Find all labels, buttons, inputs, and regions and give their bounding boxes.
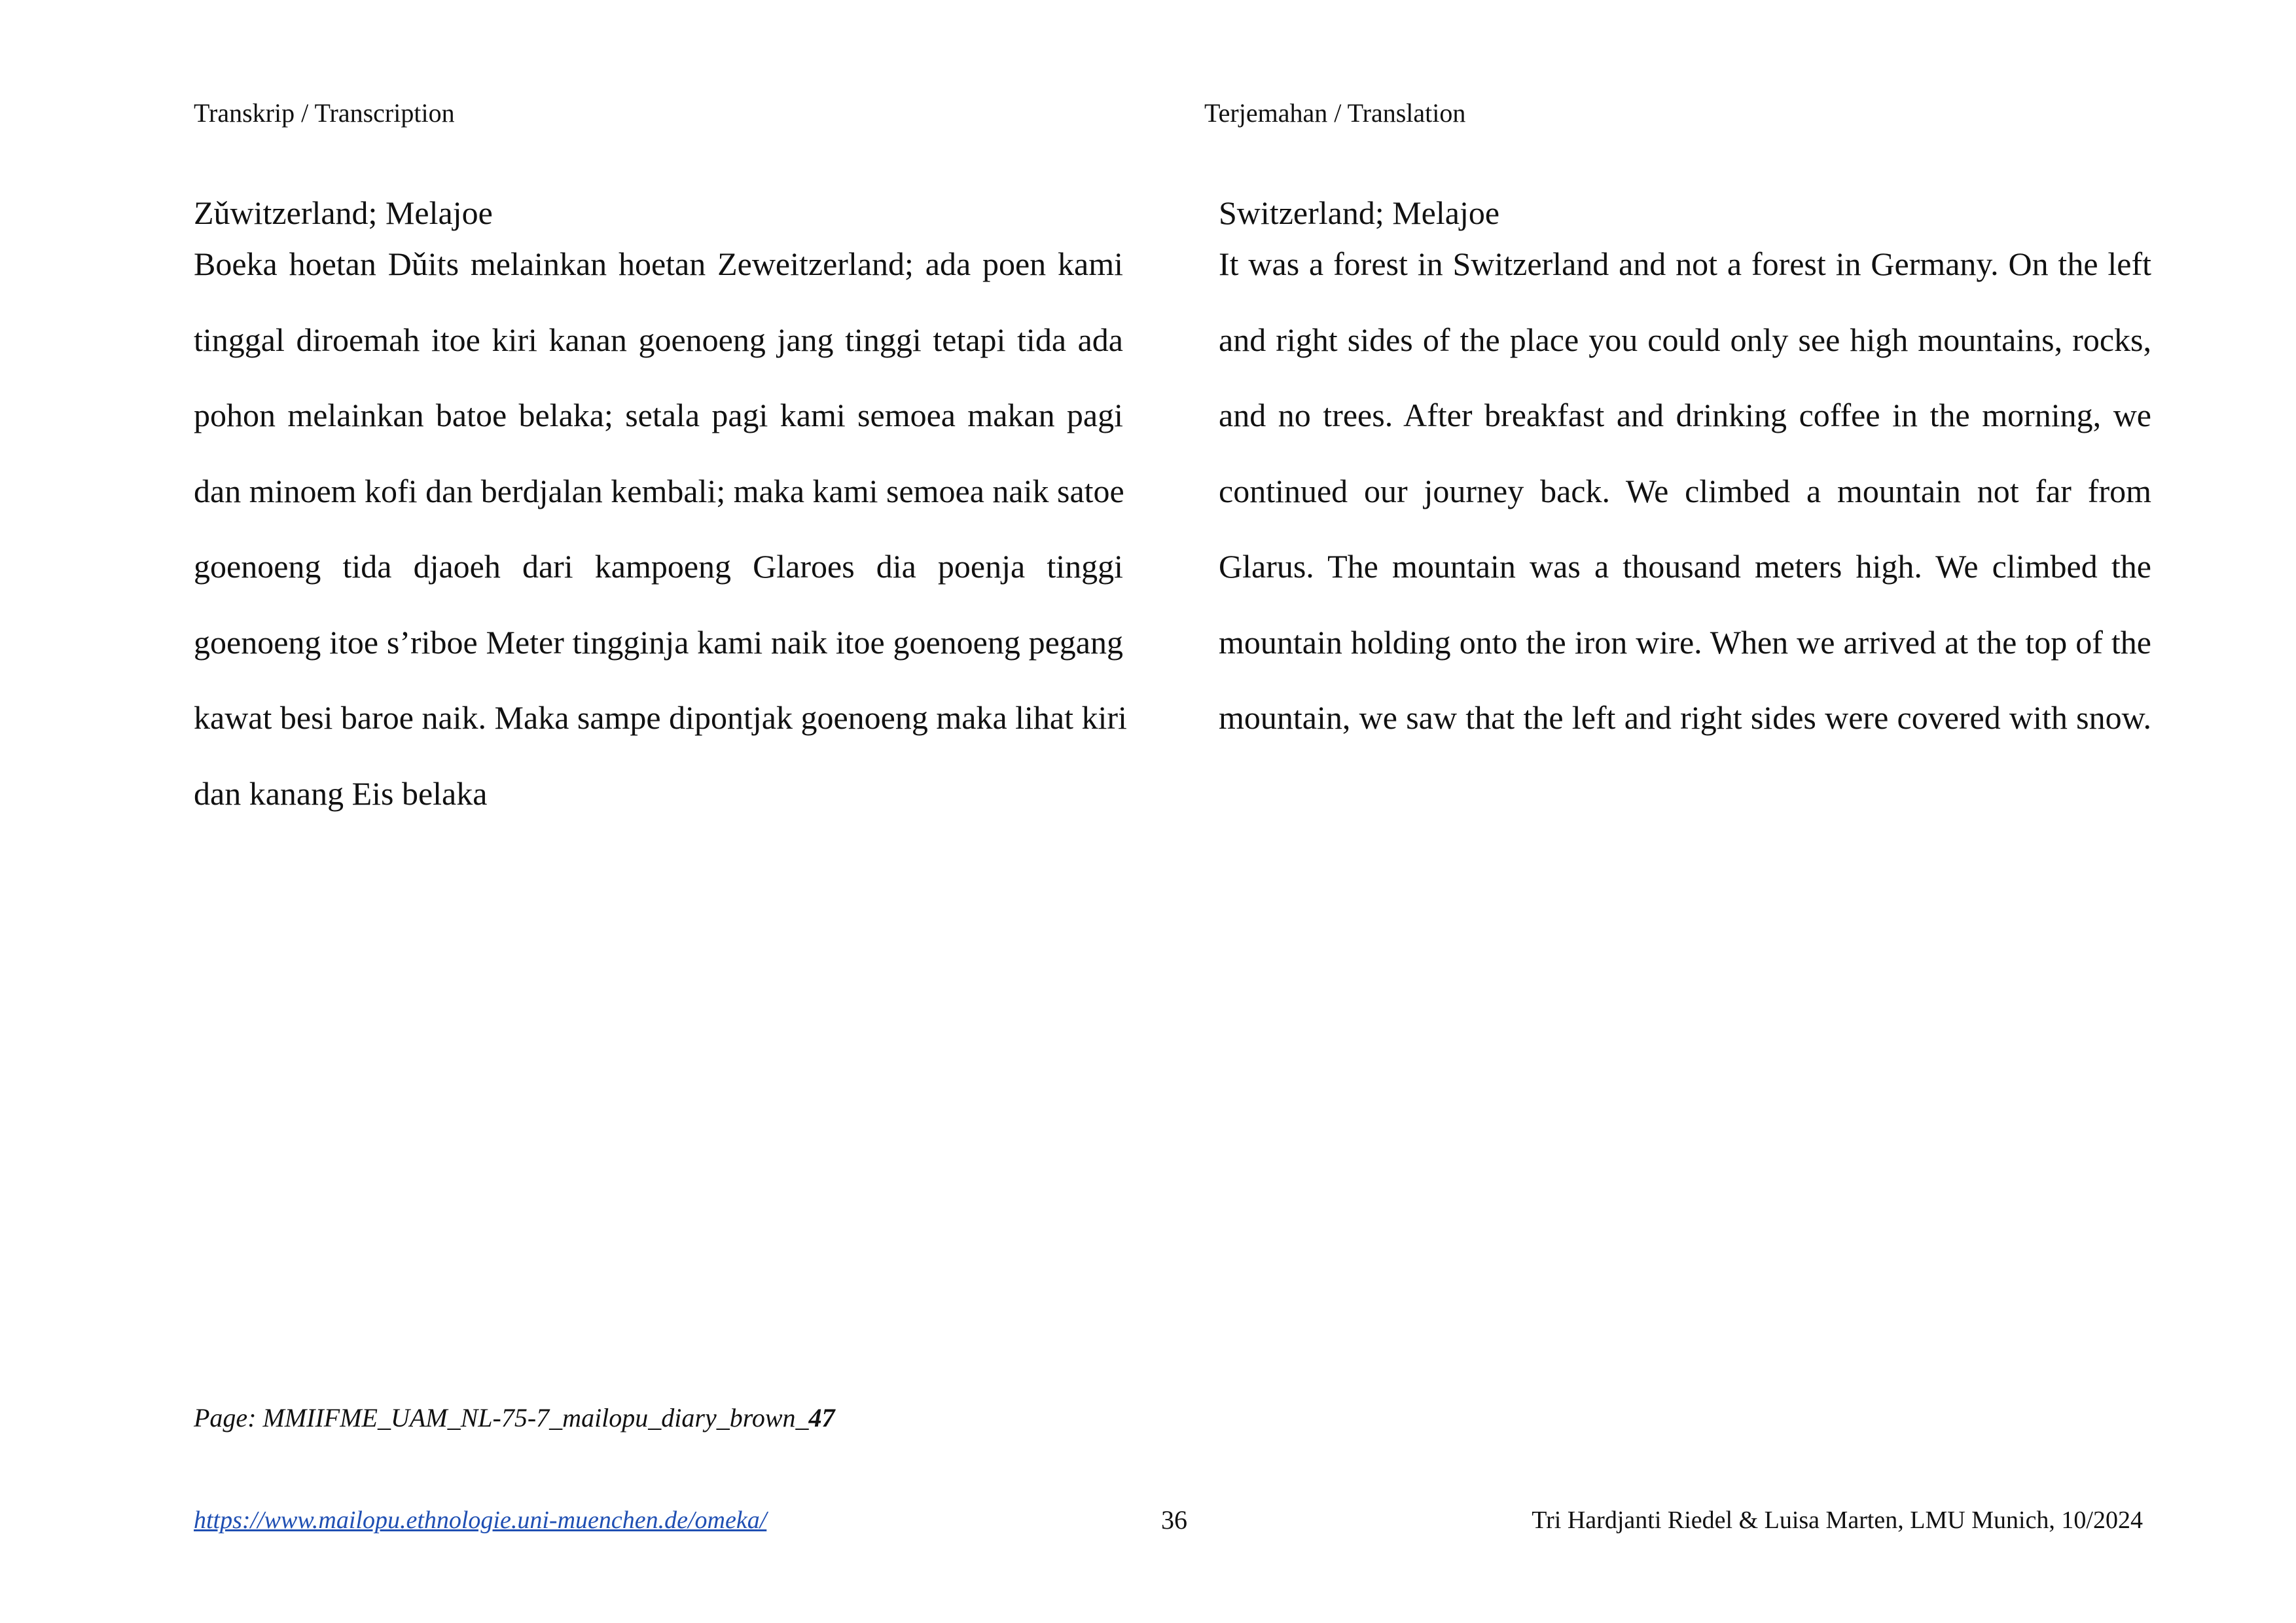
transcription-line: goenoeng itoe s’riboe Meter tingginja kami naik itoe goenoeng pegang	[194, 623, 1123, 661]
footer-credit: Tri Hardjanti Riedel & Luisa Marten, LMU Munich, 10/2024	[1532, 1506, 2143, 1534]
transcription-line: goenoeng tida djaoeh dari kampoeng Glaroes dia poenja tinggi	[194, 548, 1123, 585]
translation-line: mountain holding onto the iron wire. When we arrived at the top of the	[1219, 623, 2151, 661]
translation-column	[1219, 190, 2151, 756]
translation-header: Terjemahan / Translation	[1204, 98, 1466, 128]
transcription-line: pohon melainkan batoe belaka; setala pagi kami semoea makan pagi	[194, 397, 1123, 433]
transcription-line: Boeka hoetan Dǔits melainkan hoetan Zeweitzerland; ada poen kami	[194, 246, 1123, 282]
transcription-line: tinggal diroemah itoe kiri kanan goenoeng jang tinggi tetapi tida ada	[194, 321, 1123, 358]
translation-text	[1219, 227, 2151, 756]
transcription-text	[194, 227, 1127, 831]
page-number: 36	[1161, 1505, 1187, 1535]
translation-line: and right sides of the place you could only see high mountains, rocks,	[1219, 321, 2151, 358]
translation-title: Switzerland; Melajoe	[1219, 194, 1500, 231]
page-reference-prefix: Page: MMIIFME_UAM_NL-75-7_mailopu_diary_brown_	[194, 1403, 809, 1432]
translation-line: mountain, we saw that the left and right sides were covered with snow.	[1219, 699, 2151, 736]
transcription-header: Transkrip / Transcription	[194, 98, 455, 128]
transcription-line: kawat besi baroe naik. Maka sampe dipontjak goenoeng maka lihat kiri	[194, 699, 1127, 736]
transcription-column	[194, 190, 1127, 831]
transcription-line: dan kanang Eis belaka	[194, 775, 488, 812]
transcription-title: Zǔwitzerland; Melajoe	[194, 194, 493, 231]
page-reference	[194, 1401, 835, 1435]
translation-line: continued our journey back. We climbed a mountain not far from	[1219, 472, 2151, 509]
omeka-link[interactable]: https://www.mailopu.ethnologie.uni-muenchen.de/omeka/	[194, 1506, 767, 1534]
transcription-line: dan minoem kofi dan berdjalan kembali; maka kami semoea naik satoe	[194, 472, 1124, 509]
translation-line: It was a forest in Switzerland and not a forest in Germany. On the left	[1219, 246, 2151, 282]
translation-line: and no trees. After breakfast and drinking coffee in the morning, we	[1219, 397, 2151, 433]
translation-line: Glarus. The mountain was a thousand meters high. We climbed the	[1219, 548, 2151, 585]
page-reference-number: 47	[808, 1403, 835, 1432]
